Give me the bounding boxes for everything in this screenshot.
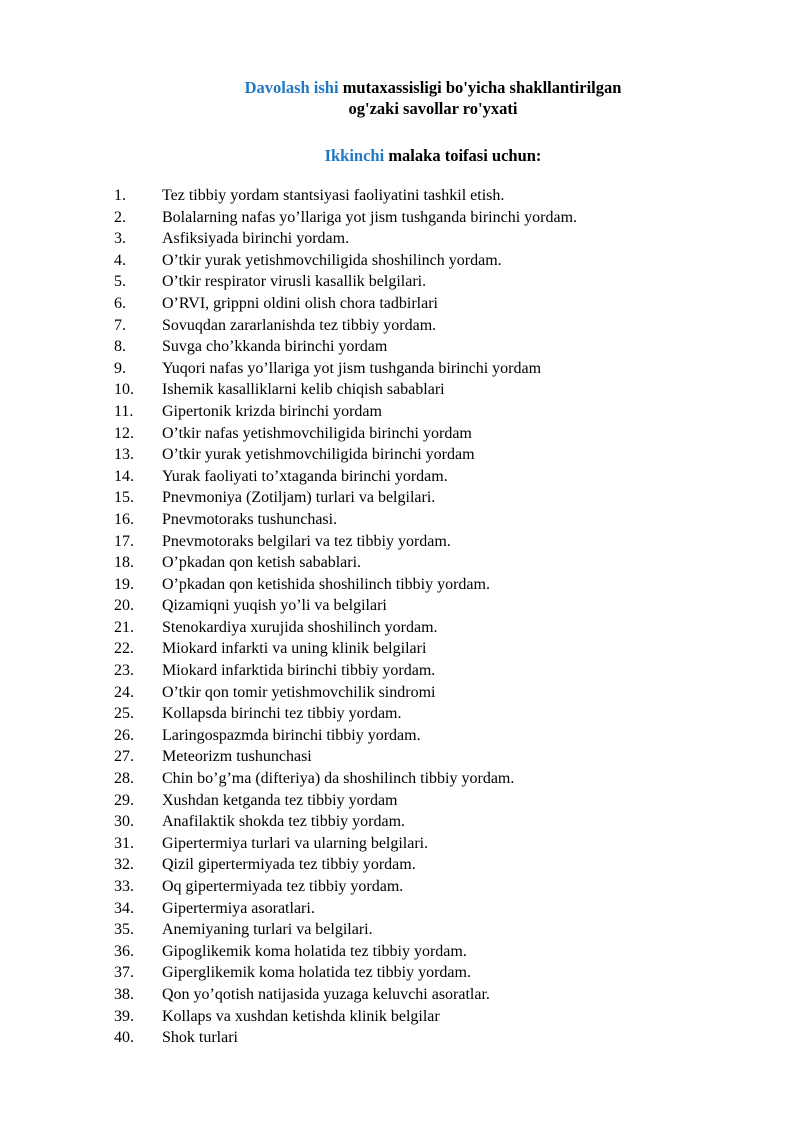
question-text: Gipertermiya asoratlari. <box>162 899 315 917</box>
list-item <box>114 941 774 963</box>
list-item <box>114 1006 774 1028</box>
question-text: O’pkadan qon ketish sabablari. <box>162 554 362 572</box>
question-number: 38. <box>114 985 134 1003</box>
question-text: Qon yo’qotish natijasida yuzaga keluvchi asoratlar. <box>162 985 490 1003</box>
question-number: 6. <box>114 294 126 312</box>
list-item <box>114 1027 774 1049</box>
list-item <box>114 919 774 941</box>
question-number: 18. <box>114 554 134 572</box>
question-number: 34. <box>114 899 134 917</box>
question-text: Giperglikemik koma holatida tez tibbiy yordam. <box>162 964 471 982</box>
question-text: Tez tibbiy yordam stantsiyasi faoliyatini tashkil etish. <box>162 187 505 204</box>
question-text: Bolalarning nafas yo’llariga yot jism tushganda birinchi yordam. <box>162 208 578 226</box>
question-number: 10. <box>114 381 134 399</box>
question-number: 15. <box>114 489 134 507</box>
question-text: Anemiyaning turlari va belgilari. <box>162 921 373 939</box>
question-text: O’tkir respirator virusli kasallik belgilari. <box>162 273 427 291</box>
list-item <box>114 962 774 984</box>
question-text: Xushdan ketganda tez tibbiy yordam <box>162 791 398 809</box>
question-text: O’tkir qon tomir yetishmovchilik sindromi <box>162 683 436 701</box>
list-item <box>114 444 774 466</box>
question-number: 32. <box>114 856 134 874</box>
list-item <box>114 401 774 423</box>
question-text: Pnevmotoraks tushunchasi. <box>162 510 338 528</box>
question-text: O’tkir nafas yetishmovchiligida birinchi yordam <box>162 424 472 442</box>
question-number: 5. <box>114 273 126 291</box>
question-number: 8. <box>114 338 126 356</box>
question-number: 30. <box>114 813 134 831</box>
list-item <box>114 487 774 509</box>
question-number: 7. <box>114 316 126 334</box>
list-item <box>114 617 774 639</box>
question-text: Asfiksiyada birinchi yordam. <box>162 230 350 248</box>
question-text: Sovuqdan zararlanishda tez tibbiy yordam. <box>162 316 437 334</box>
questions-list <box>114 185 774 1049</box>
question-number: 11. <box>114 402 134 420</box>
title-line-1 <box>66 77 800 98</box>
question-text: O’pkadan qon ketishida shoshilinch tibbiy yordam. <box>162 575 490 593</box>
question-text: Gipertonik krizda birinchi yordam <box>162 402 382 420</box>
list-item <box>114 876 774 898</box>
question-text: O’RVI, grippni oldini olish chora tadbirlari <box>162 294 438 312</box>
question-text: Yuqori nafas yo’llariga yot jism tushganda birinchi yordam <box>162 359 542 377</box>
question-number: 40. <box>114 1029 134 1047</box>
list-item <box>114 984 774 1006</box>
question-text: Qizamiqni yuqish yo’li va belgilari <box>162 597 387 615</box>
question-text: Suvga cho’kkanda birinchi yordam <box>162 338 388 356</box>
question-number: 13. <box>114 446 134 464</box>
document-title <box>0 77 800 119</box>
question-text: Miokard infarkti va uning klinik belgilari <box>162 640 427 658</box>
list-item <box>114 185 774 207</box>
question-number: 16. <box>114 510 134 528</box>
question-text: Meteorizm tushunchasi <box>162 748 312 766</box>
list-item <box>114 703 774 725</box>
question-text: Anafilaktik shokda tez tibbiy yordam. <box>162 813 406 831</box>
list-item <box>114 595 774 617</box>
question-number: 14. <box>114 467 134 485</box>
list-item <box>114 725 774 747</box>
question-text: Shok turlari <box>162 1029 238 1047</box>
question-text: Chin bo’g’ma (difteriya) da shoshilinch tibbiy yordam. <box>162 770 515 788</box>
question-number: 36. <box>114 942 134 960</box>
list-item <box>114 638 774 660</box>
list-item <box>114 746 774 768</box>
question-number: 20. <box>114 597 134 615</box>
list-item <box>114 466 774 488</box>
question-number: 19. <box>114 575 134 593</box>
question-number: 39. <box>114 1007 134 1025</box>
question-text: Gipertermiya turlari va ularning belgilari. <box>162 834 429 852</box>
list-item <box>114 811 774 833</box>
question-number: 37. <box>114 964 134 982</box>
list-item <box>114 250 774 272</box>
question-number: 4. <box>114 251 126 269</box>
question-text: Kollapsda birinchi tez tibbiy yordam. <box>162 705 402 723</box>
question-number: 3. <box>114 230 126 248</box>
question-number: 2. <box>114 208 126 226</box>
list-item <box>114 898 774 920</box>
question-text: O’tkir yurak yetishmovchiligida shoshilinch yordam. <box>162 251 502 269</box>
question-number: 25. <box>114 705 134 723</box>
list-item <box>114 228 774 250</box>
question-number: 28. <box>114 770 134 788</box>
list-item <box>114 358 774 380</box>
document-subtitle <box>0 145 800 166</box>
question-number: 23. <box>114 662 134 680</box>
question-text: Ishemik kasalliklarni kelib chiqish sabablari <box>162 381 445 399</box>
question-text: Miokard infarktida birinchi tibbiy yordam. <box>162 662 436 680</box>
question-number: 26. <box>114 726 134 744</box>
question-number: 27. <box>114 748 134 766</box>
question-number: 24. <box>114 683 134 701</box>
question-text: Yurak faoliyati to’xtaganda birinchi yordam. <box>162 467 448 485</box>
question-number: 1. <box>114 187 126 204</box>
question-text: Stenokardiya xurujida shoshilinch yordam. <box>162 618 438 636</box>
question-text: Gipoglikemik koma holatida tez tibbiy yordam. <box>162 942 467 960</box>
title-accent: Davolash ishi <box>244 78 339 97</box>
question-number: 35. <box>114 921 134 939</box>
list-item <box>114 552 774 574</box>
question-text: Laringospazmda birinchi tibbiy yordam. <box>162 726 421 744</box>
question-number: 29. <box>114 791 134 809</box>
list-item <box>114 682 774 704</box>
question-text: Pnevmoniya (Zotiljam) turlari va belgilari. <box>162 489 436 507</box>
question-number: 12. <box>114 424 134 442</box>
question-text: Qizil gipertermiyada tez tibbiy yordam. <box>162 856 416 874</box>
subtitle-rest: malaka toifasi uchun: <box>384 146 542 165</box>
list-item <box>114 833 774 855</box>
list-item <box>114 293 774 315</box>
question-text: Oq gipertermiyada tez tibbiy yordam. <box>162 878 404 895</box>
list-item <box>114 531 774 553</box>
list-item <box>114 574 774 596</box>
list-item <box>114 336 774 358</box>
title-rest: mutaxassisligi bo'yicha shakllantirilgan <box>338 78 622 97</box>
question-number: 9. <box>114 359 126 377</box>
question-number: 21. <box>114 618 134 636</box>
list-item <box>114 315 774 337</box>
list-item <box>114 660 774 682</box>
subtitle-accent: Ikkinchi <box>324 146 385 165</box>
question-text: Pnevmotoraks belgilari va tez tibbiy yordam. <box>162 532 451 550</box>
question-number: 33. <box>114 878 134 895</box>
list-item <box>114 509 774 531</box>
list-item <box>114 423 774 445</box>
question-number: 17. <box>114 532 134 550</box>
list-item <box>114 207 774 229</box>
list-item <box>114 379 774 401</box>
question-number: 22. <box>114 640 134 658</box>
question-number: 31. <box>114 834 134 852</box>
list-item <box>114 768 774 790</box>
title-line-2: og'zaki savollar ro'yxati <box>348 99 518 118</box>
list-item <box>114 790 774 812</box>
list-item <box>114 271 774 293</box>
list-item <box>114 854 774 876</box>
question-text: O’tkir yurak yetishmovchiligida birinchi yordam <box>162 446 475 464</box>
question-text: Kollaps va xushdan ketishda klinik belgilar <box>162 1007 440 1025</box>
